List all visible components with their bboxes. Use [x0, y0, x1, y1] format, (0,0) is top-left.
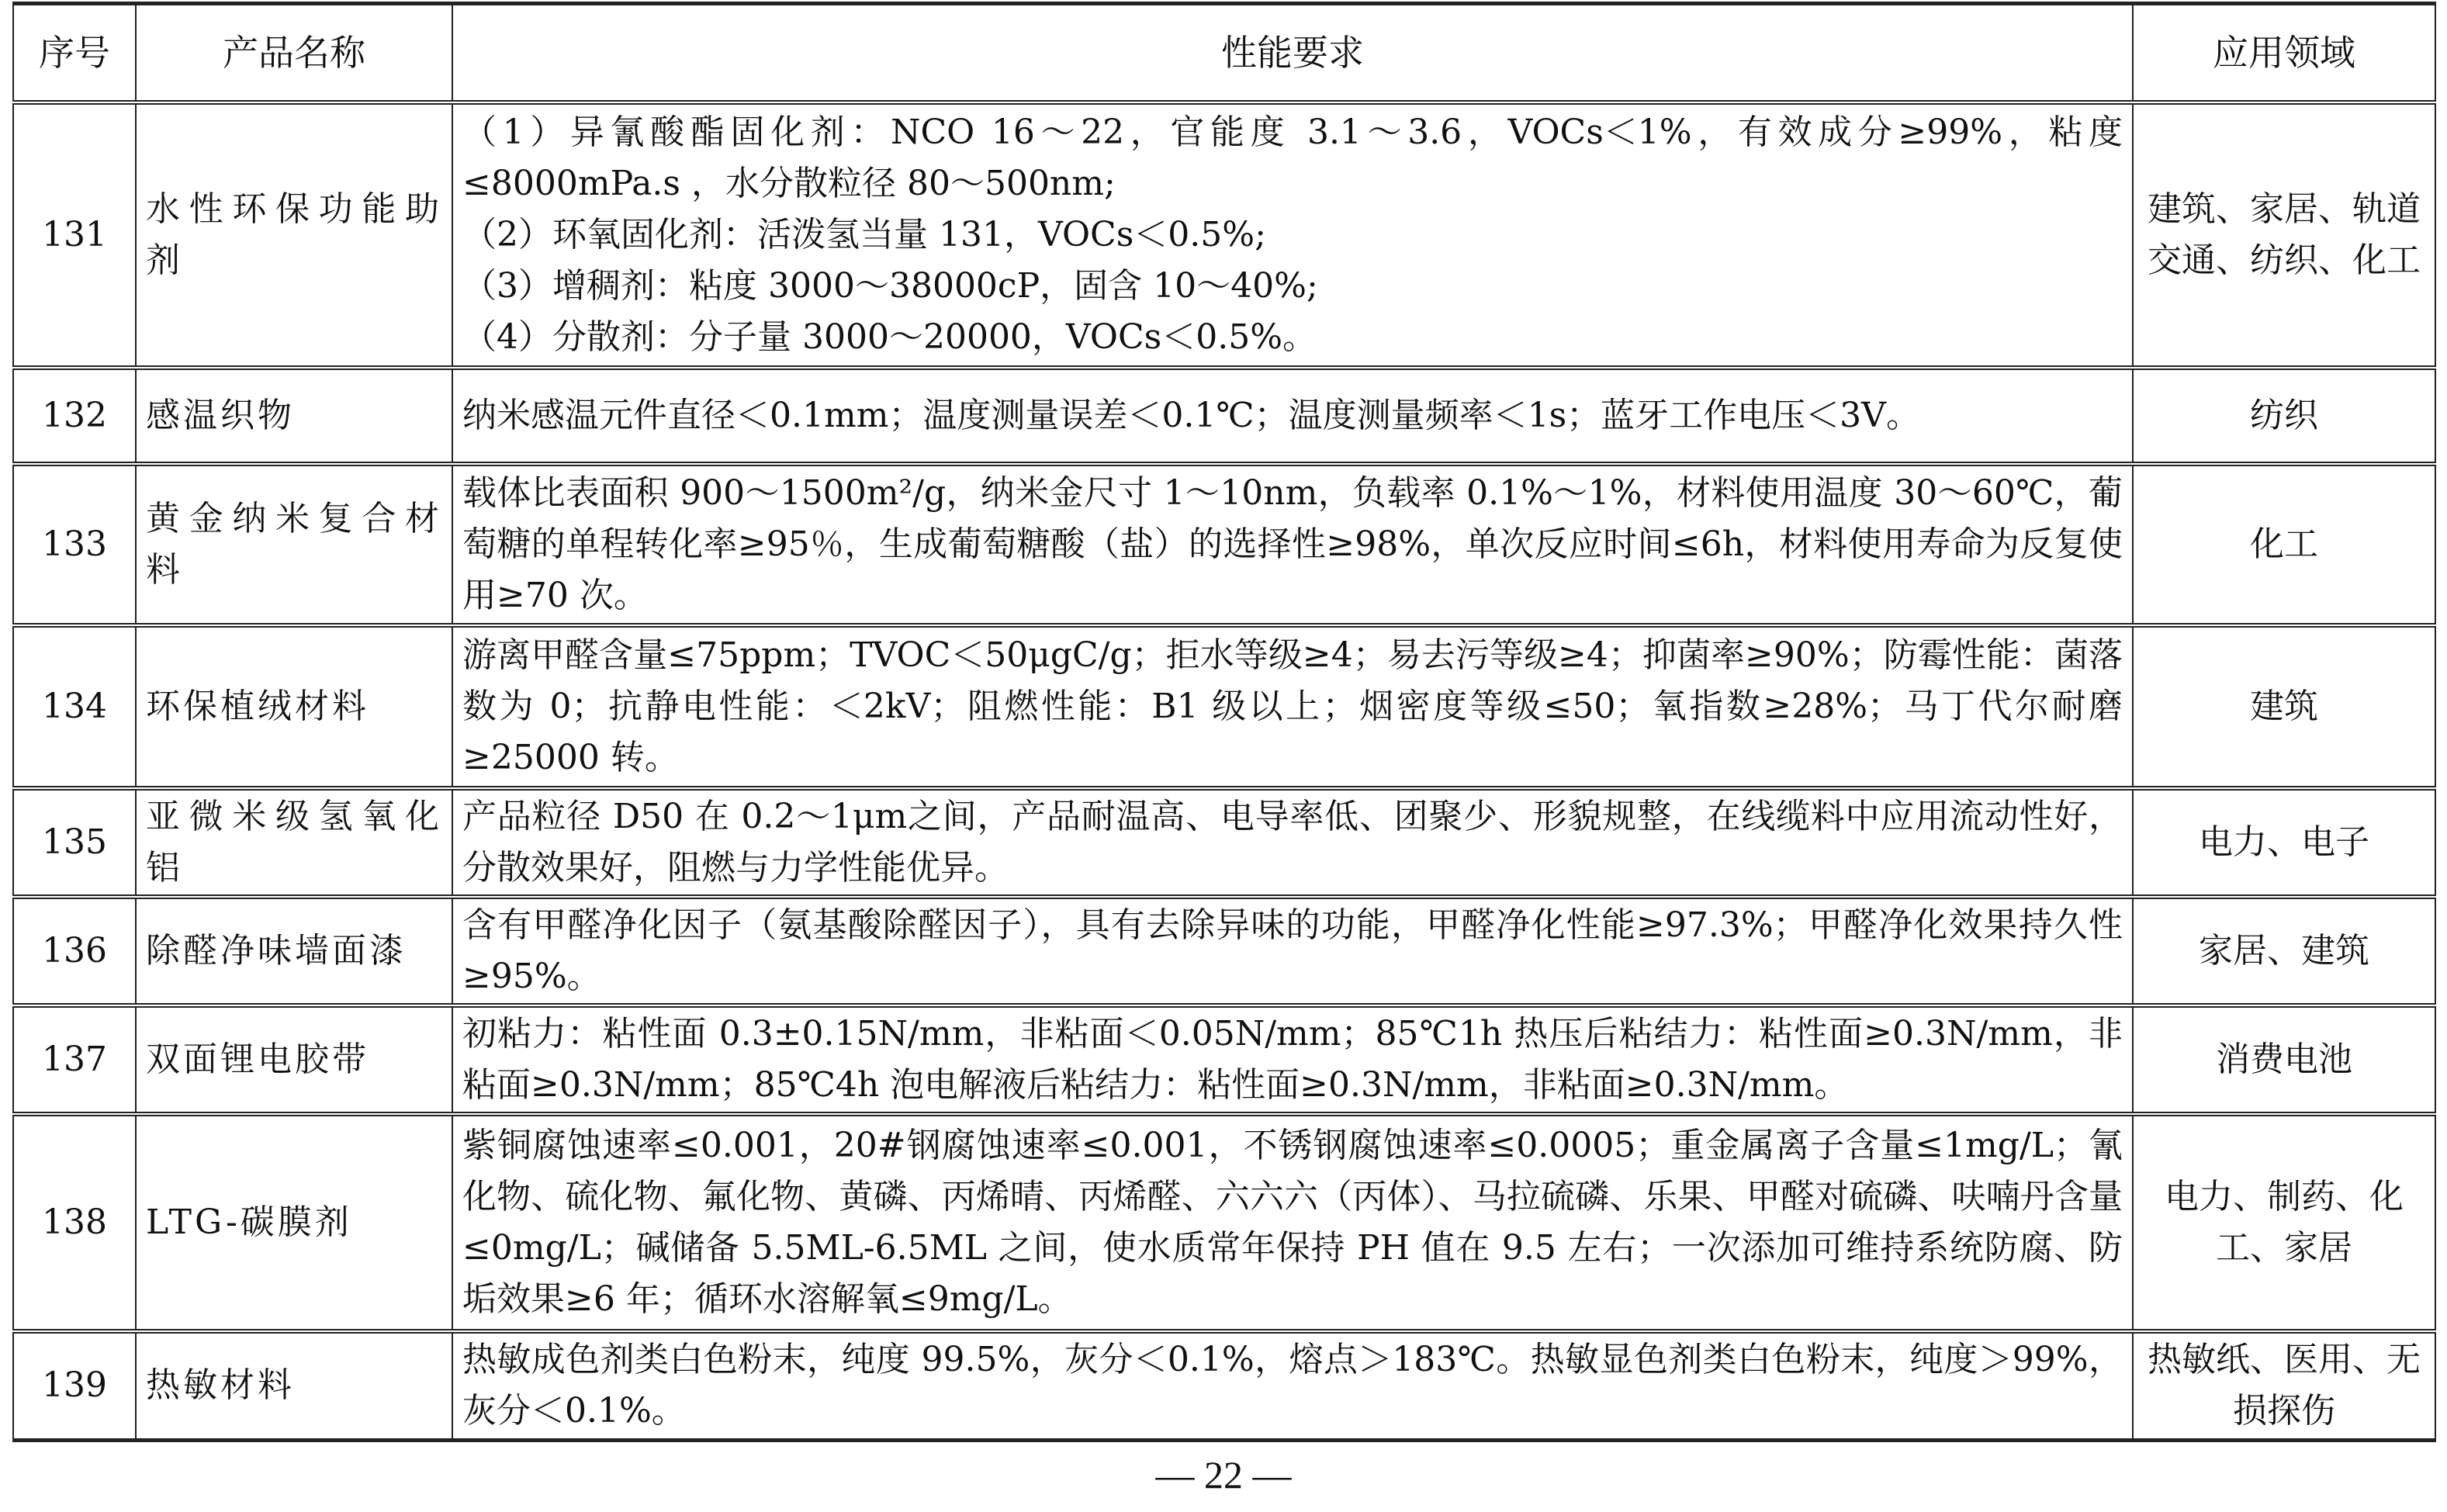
cell-name: 水性环保功能助剂	[136, 102, 452, 368]
cell-field: 电力、电子	[2133, 788, 2435, 897]
cell-field: 热敏纸、医用、无损探伤	[2133, 1331, 2435, 1440]
cell-no: 133	[13, 464, 136, 625]
table-row	[13, 897, 2435, 1005]
page-number: — 22 —	[1155, 1453, 1292, 1496]
cell-name: 亚微米级氢氧化铝	[136, 788, 452, 897]
cell-field: 消费电池	[2133, 1005, 2435, 1114]
header-requirements: 性能要求	[452, 4, 2133, 103]
header-no: 序号	[13, 4, 136, 103]
cell-no: 134	[13, 625, 136, 788]
table-row	[13, 1331, 2435, 1440]
cell-field: 建筑	[2133, 625, 2435, 788]
cell-requirements: 产品粒径 D50 在 0.2～1μm之间，产品耐温高、电导率低、团聚少、形貌规整，在线缆料中应用流动性好，分散效果好，阻燃与力学性能优异。	[452, 788, 2133, 897]
cell-name: 双面锂电胶带	[136, 1005, 452, 1114]
table-row	[13, 788, 2435, 897]
product-spec-table	[12, 2, 2436, 1442]
table-row	[13, 368, 2435, 464]
cell-requirements: 载体比表面积 900～1500m²/g，纳米金尺寸 1～10nm，负载率 0.1%～1%，材料使用温度 30～60℃，葡萄糖的单程转化率≥95％，生成葡萄糖酸（盐）的选择性≥98%，单次反应时间≤6h，材料使用寿命为反复使用≥70 次。	[452, 464, 2133, 625]
cell-field: 家居、建筑	[2133, 897, 2435, 1005]
cell-name: LTG-碳膜剂	[136, 1114, 452, 1331]
cell-name: 除醛净味墙面漆	[136, 897, 452, 1005]
cell-no: 132	[13, 368, 136, 464]
cell-field: 电力、制药、化工、家居	[2133, 1114, 2435, 1331]
cell-requirements: 纳米感温元件直径＜0.1mm；温度测量误差＜0.1℃；温度测量频率＜1s；蓝牙工作电压＜3V。	[452, 368, 2133, 464]
table-header-row	[13, 4, 2435, 103]
table-row	[13, 464, 2435, 625]
header-name: 产品名称	[136, 4, 452, 103]
cell-no: 137	[13, 1005, 136, 1114]
cell-field: 纺织	[2133, 368, 2435, 464]
cell-name: 热敏材料	[136, 1331, 452, 1440]
cell-requirements	[452, 102, 2133, 368]
table-row	[13, 102, 2435, 368]
cell-no: 131	[13, 102, 136, 368]
cell-no: 135	[13, 788, 136, 897]
cell-requirements: 紫铜腐蚀速率≤0.001，20#钢腐蚀速率≤0.001，不锈钢腐蚀速率≤0.0005；重金属离子含量≤1mg/L；氰化物、硫化物、氟化物、黄磷、丙烯晴、丙烯醛、六六六（丙体）、马拉硫磷、乐果、甲醛对硫磷、呋喃丹含量≤0mg/L；碱储备 5.5ML-6.5ML 之间，使水质常年保持 PH 值在 9.5 左右；一次添加可维持系统防腐、防垢效果≥6 年；循环水溶解氧≤9mg/L。	[452, 1114, 2133, 1331]
requirement-line: （1）异氰酸酯固化剂：NCO 16～22，官能度 3.1～3.6，VOCs＜1%，有效成分≥99%，粘度≤8000mPa.s ，水分散粒径 80～500nm;	[462, 112, 2123, 203]
header-field: 应用领域	[2133, 4, 2435, 103]
cell-requirements: 热敏成色剂类白色粉末，纯度 99.5%，灰分＜0.1%，熔点＞183℃。热敏显色剂类白色粉末，纯度＞99%，灰分＜0.1%。	[452, 1331, 2133, 1440]
requirement-line: （3）增稠剂：粘度 3000～38000cP，固含 10～40%;	[462, 266, 1318, 306]
cell-no: 136	[13, 897, 136, 1005]
cell-name: 环保植绒材料	[136, 625, 452, 788]
cell-name: 感温织物	[136, 368, 452, 464]
cell-requirements: 含有甲醛净化因子（氨基酸除醛因子），具有去除异味的功能，甲醛净化性能≥97.3%；甲醛净化效果持久性≥95%。	[452, 897, 2133, 1005]
requirement-line: （4）分散剂：分子量 3000～20000，VOCs＜0.5%。	[462, 317, 1317, 357]
cell-field: 化工	[2133, 464, 2435, 625]
requirement-line: （2）环氧固化剂：活泼氢当量 131，VOCs＜0.5%;	[462, 215, 1266, 254]
cell-no: 138	[13, 1114, 136, 1331]
cell-field: 建筑、家居、轨道交通、纺织、化工	[2133, 102, 2435, 368]
cell-requirements: 初粘力：粘性面 0.3±0.15N/mm，非粘面＜0.05N/mm；85℃1h 热压后粘结力：粘性面≥0.3N/mm，非粘面≥0.3N/mm；85℃4h 泡电解液后粘结力：粘性面≥0.3N/mm，非粘面≥0.3N/mm。	[452, 1005, 2133, 1114]
table-row	[13, 625, 2435, 788]
cell-no: 139	[13, 1331, 136, 1440]
table-row	[13, 1005, 2435, 1114]
table-body	[13, 102, 2435, 1440]
cell-requirements: 游离甲醛含量≤75ppm；TVOC＜50μgC/g；拒水等级≥4；易去污等级≥4；抑菌率≥90%；防霉性能：菌落数为 0；抗静电性能：＜2kV；阻燃性能：B1 级以上；烟密度等级≤50；氧指数≥28%；马丁代尔耐磨≥25000 转。	[452, 625, 2133, 788]
table-row	[13, 1114, 2435, 1331]
cell-name: 黄金纳米复合材料	[136, 464, 452, 625]
